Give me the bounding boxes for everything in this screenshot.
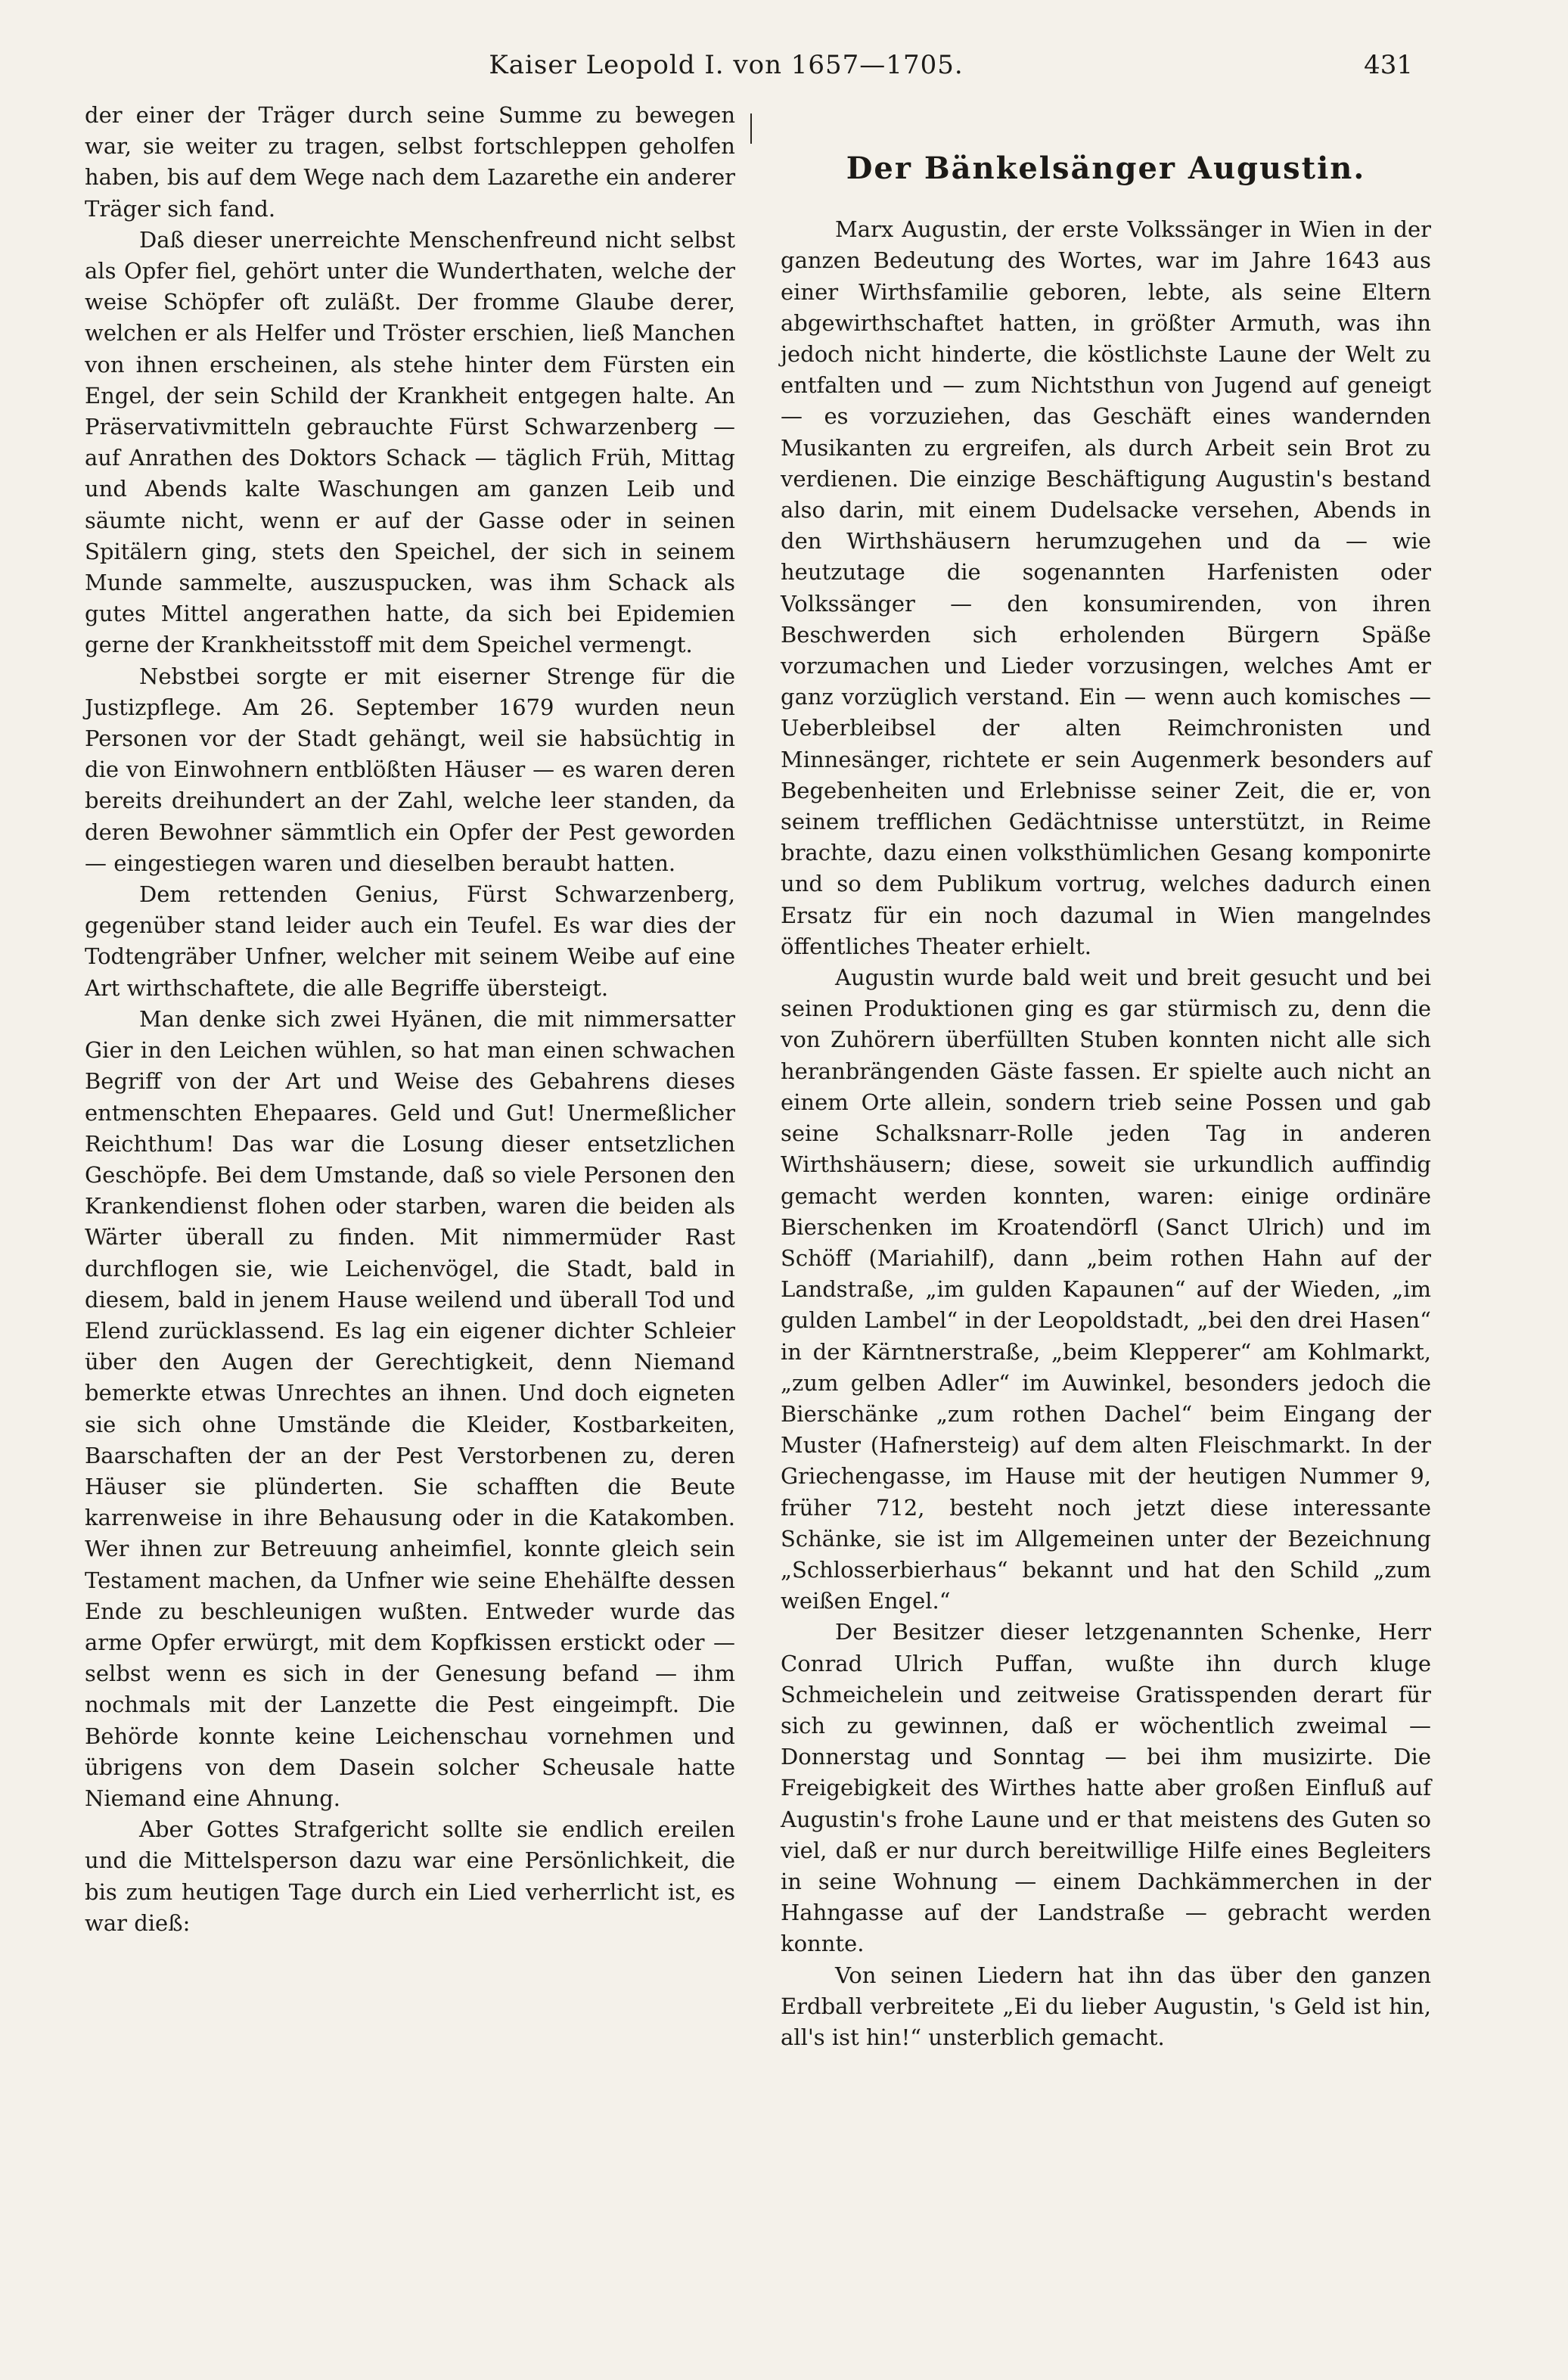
paragraph: der einer der Träger durch seine Summe zu bewegen war, sie weiter zu tragen, selbst fortschleppen geholfen haben, bis auf dem Wege nach dem Lazarethe ein anderer Träger sich fand. (85, 102, 735, 222)
paragraph: Von seinen Liedern hat ihn das über den ganzen Erdball verbreitete „Ei du lieber Augustin, 's Geld ist hin, all's ist hin!“ unsterblich gemacht. (781, 1962, 1431, 2050)
paragraph: Der Besitzer dieser letzgenannten Schenke, Herr Conrad Ulrich Puffan, wußte ihn durch kluge Schmeichelein und zeitweise Gratisspenden derart für sich zu gewinnen, daß er wöchentlich zweimal — Donnerstag und Sonntag — bei ihm musizirte. Die Freigebigkeit des Wirthes hatte aber großen Einfluß auf Augustin's frohe Laune und er that meistens des Guten so viel, daß er nur durch bereitwillige Hilfe eines Begleiters in seine Wohnung — einem Dachkämmerchen in der Hahngasse auf der Landstraße — gebracht werden konnte. (781, 1619, 1431, 1957)
left-column (85, 100, 735, 1939)
column-rule-mark (750, 113, 752, 144)
paragraph: Aber Gottes Strafgericht sollte sie endlich ereilen und die Mittelsperson dazu war eine Persönlichkeit, die bis zum heutigen Tage durch ein Lied verherrlicht ist, es war dieß: (85, 1816, 735, 1936)
paragraph: Nebstbei sorgte er mit eiserner Strenge für die Justizpflege. Am 26. September 1679 wurden neun Personen vor der Stadt gehängt, weil sie habsüchtig in die von Einwohnern entblößten Häuser — es waren deren bereits dreihundert an der Zahl, welche leer standen, da deren Bewohner sämmtlich ein Opfer der Pest geworden — eingestiegen waren und dieselben beraubt hatten. (85, 663, 735, 876)
section-title: Der Bänkelsänger Augustin. (846, 151, 1366, 186)
paragraph: Daß dieser unerreichte Menschenfreund nicht selbst als Opfer fiel, gehört unter die Wunderthaten, welche der weise Schöpfer oft zuläßt. Der fromme Glaube derer, welchen er als Helfer und Tröster erschien, ließ Manchen von ihnen erscheinen, als stehe hinter dem Fürsten ein Engel, der sein Schild der Krankheit entgegen halte. An Präservativmitteln gebrauchte Fürst Schwarzenberg — auf Anrathen des Doktors Schack — täglich Früh, Mittag und Abends kalte Waschungen am ganzen Leib und säumte nicht, wenn er auf der Gasse oder in seinen Spitälern ging, stets den Speichel, der sich in seinem Munde sammelte, auszuspucken, was ihm Schack als gutes Mittel angerathen hatte, da sich bei Epidemien gerne der Krankheitsstoff mit dem Speichel vermengt. (85, 226, 735, 658)
paragraph: Man denke sich zwei Hyänen, die mit nimmersatter Gier in den Leichen wühlen, so hat man einen schwachen Begriff von der Art und Weise des Gebahrens dieses entmenschten Ehepaares. Geld und Gut! Unermeßlicher Reichthum! Das war die Losung dieser entsetzlichen Geschöpfe. Bei dem Umstande, daß so viele Personen den Krankendienst flohen oder starben, waren die beiden als Wärter überall zu finden. Mit nimmermüder Rast durchflogen sie, wie Leichenvögel, die Stadt, bald in diesem, bald in jenem Hause weilend und überall Tod und Elend zurücklassend. Es lag ein eigener dichter Schleier über den Augen der Gerechtigkeit, denn Niemand bemerkte etwas Unrechtes an ihnen. Und doch eigneten sie sich ohne Umstände die Kleider, Kostbarkeiten, Baarschaften der an der Pest Verstorbenen zu, deren Häuser sie plünderten. Sie schafften die Beute karrenweise in ihre Behausung oder in die Katakomben. Wer ihnen zur Betreuung anheimfiel, konnte gleich sein Testament machen, da Unfner wie seine Ehehälfte dessen Ende zu beschleunigen wußten. Entweder wurde das arme Opfer erwürgt, mit dem Kopfkissen erstickt oder — selbst wenn es sich in der Genesung befand — ihm nochmals mit der Lanzette die Pest eingeimpft. Die Behörde konnte keine Leichenschau vornehmen und übrigens von dem Dasein solcher Scheusale hatte Niemand eine Ahnung. (85, 1005, 735, 1811)
paragraph: Augustin wurde bald weit und breit gesucht und bei seinen Produktionen ging es gar stürmisch zu, denn die von Zuhörern überfüllten Stuben konnten nicht alle sich heranbrängenden Gäste fassen. Er spielte auch nicht an einem Orte allein, sondern trieb seine Possen und gab seine Schalksnarr-Rolle jeden Tag in anderen Wirthshäusern; diese, soweit sie urkundlich auffindig gemacht werden konnten, waren: einige ordinäre Bierschenken im Kroatendörfl (Sanct Ulrich) und im Schöff (Mariahilf), dann „beim rothen Hahn auf der Landstraße, „im gulden Kapaunen“ auf der Wieden, „im gulden Lambel“ in der Leopoldstadt, „bei den drei Hasen“ in der Kärntnerstraße, „beim Klepperer“ am Kohlmarkt, „zum gelben Adler“ im Auwinkel, besonders jedoch die Bierschänke „zum rothen Dachel“ beim Eingang der Muster (Hafnersteig) auf dem alten Fleischmarkt. In der Griechengasse, im Hause mit der heutigen Nummer 9, früher 712, besteht noch jetzt diese interessante Schänke, sie ist im Allgemeinen unter der Bezeichnung „Schlosserbierhaus“ bekannt und hat den Schild „zum weißen Engel.“ (781, 965, 1431, 1614)
paragraph: Dem rettenden Genius, Fürst Schwarzenberg, gegenüber stand leider auch ein Teufel. Es war dies der Todtengräber Unfner, welcher mit seinem Weibe auf eine Art wirthschaftete, die alle Begriffe übersteigt. (85, 881, 735, 1001)
paragraph: Marx Augustin, der erste Volkssänger in Wien in der ganzen Bedeutung des Wortes, war im Jahre 1643 aus einer Wirthsfamilie geboren, lebte, als seine Eltern abgewirthschaftet hatten, in größter Armuth, was ihn jedoch nicht hinderte, die köstlichste Laune der Welt zu entfalten und — zum Nichtsthun von Jugend auf geneigt — es vorzuziehen, das Geschäft eines wandernden Musikanten zu ergreifen, als durch Arbeit sein Brot zu verdienen. Die einzige Beschäftigung Augustin's bestand also darin, mit einem Dudelsacke versehen, Abends in den Wirthshäusern herumzugehen und da — wie heutzutage die sogenannten Harfenisten oder Volkssänger — den konsumirenden, von ihren Beschwerden sich erholenden Bürgern Späße vorzumachen und Lieder vorzusingen, welches Amt er ganz vorzüglich verstand. Ein — wenn auch komisches — Ueberbleibsel der alten Reimchronisten und Minnesänger, richtete er sein Augenmerk besonders auf Begebenheiten und Erlebnisse seiner Zeit, die er, von seinem trefflichen Gedächtnisse unterstützt, in Reime brachte, dazu einen volksthümlichen Gesang komponirte und so dem Publikum vortrug, welches dadurch einen Ersatz für ein noch dazumal in Wien mangelndes öffentliches Theater erhielt. (781, 216, 1431, 959)
page-number: 431 (1364, 50, 1413, 80)
running-title: Kaiser Leopold I. von 1657—1705. (489, 50, 964, 80)
right-column (781, 100, 1431, 2053)
running-head (0, 50, 1568, 86)
